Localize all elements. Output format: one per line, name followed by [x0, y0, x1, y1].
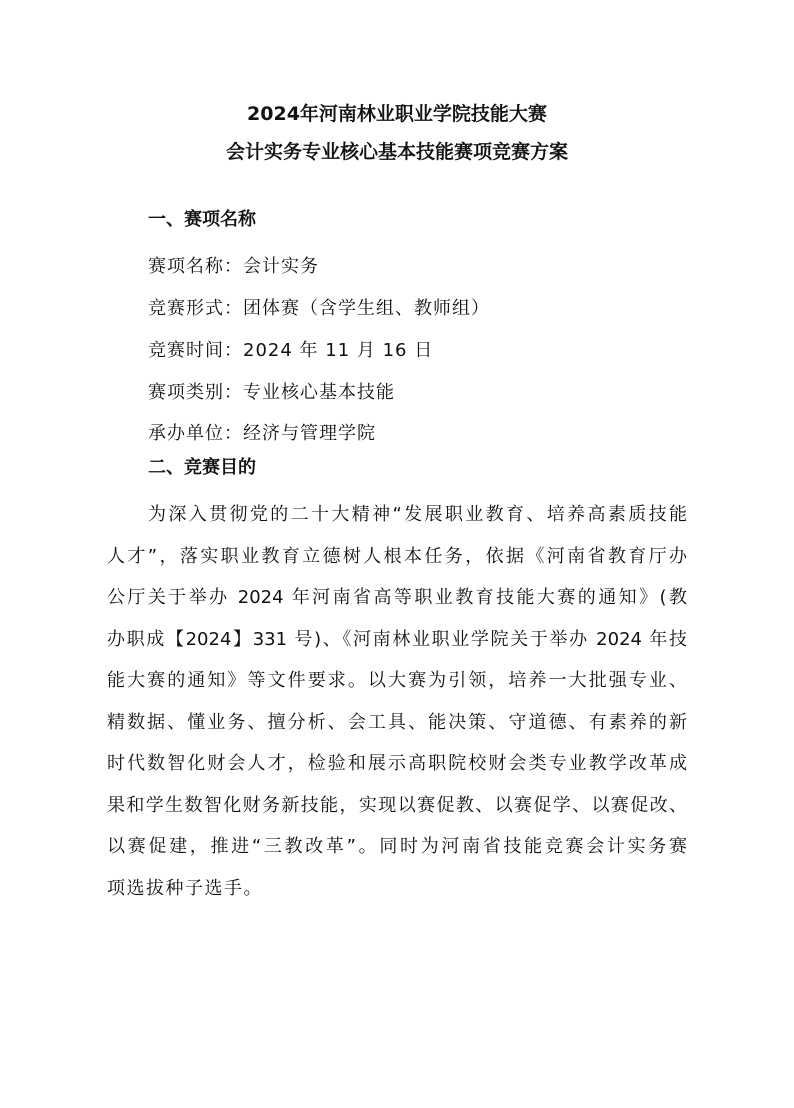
paragraph-line: 项选拔种子选手。: [107, 878, 263, 899]
paragraph-line: 以赛促建，推进“三教改革”。同时为河南省技能竞赛会计实务赛: [107, 836, 687, 857]
field-date: 竞赛时间：2024 年 11 月 16 日: [148, 340, 434, 361]
paragraph-line: 精数据、懂业务、擅分析、会工具、能决策、守道德、有素养的新: [107, 712, 687, 733]
field-category: 赛项类别：专业核心基本技能: [148, 382, 395, 403]
section-heading: 二、竞赛目的: [148, 457, 256, 478]
paragraph-line: 人才”，落实职业教育立德树人根本任务，依据《河南省教育厅办: [107, 546, 687, 567]
document-title-line-1: 2024年河南林业职业学院技能大赛: [247, 103, 547, 125]
section-heading: 一、赛项名称: [148, 209, 256, 230]
paragraph-line: 公厅关于举办 2024 年河南省高等职业教育技能大赛的通知》(教: [107, 587, 687, 608]
paragraph-line: 能大赛的通知》等文件要求。以大赛为引领，培养一大批强专业、: [107, 670, 687, 691]
document-title-line-2: 会计实务专业核心基本技能赛项竞赛方案: [225, 141, 568, 163]
paragraph-line: 时代数智化财会人才，检验和展示高职院校财会类专业教学改革成: [107, 753, 687, 774]
paragraph-line: 办职成【2024】331 号)、《河南林业职业学院关于举办 2024 年技: [107, 629, 687, 650]
field-event-name: 赛项名称：会计实务: [148, 256, 319, 277]
field-format: 竞赛形式：团体赛（含学生组、教师组）: [148, 298, 490, 319]
field-organizer: 承办单位：经济与管理学院: [148, 423, 376, 444]
paragraph-line: 为深入贯彻党的二十大精神“发展职业教育、培养高素质技能: [148, 504, 687, 525]
paragraph-line: 果和学生数智化财务新技能，实现以赛促教、以赛促学、以赛促改、: [107, 795, 687, 816]
